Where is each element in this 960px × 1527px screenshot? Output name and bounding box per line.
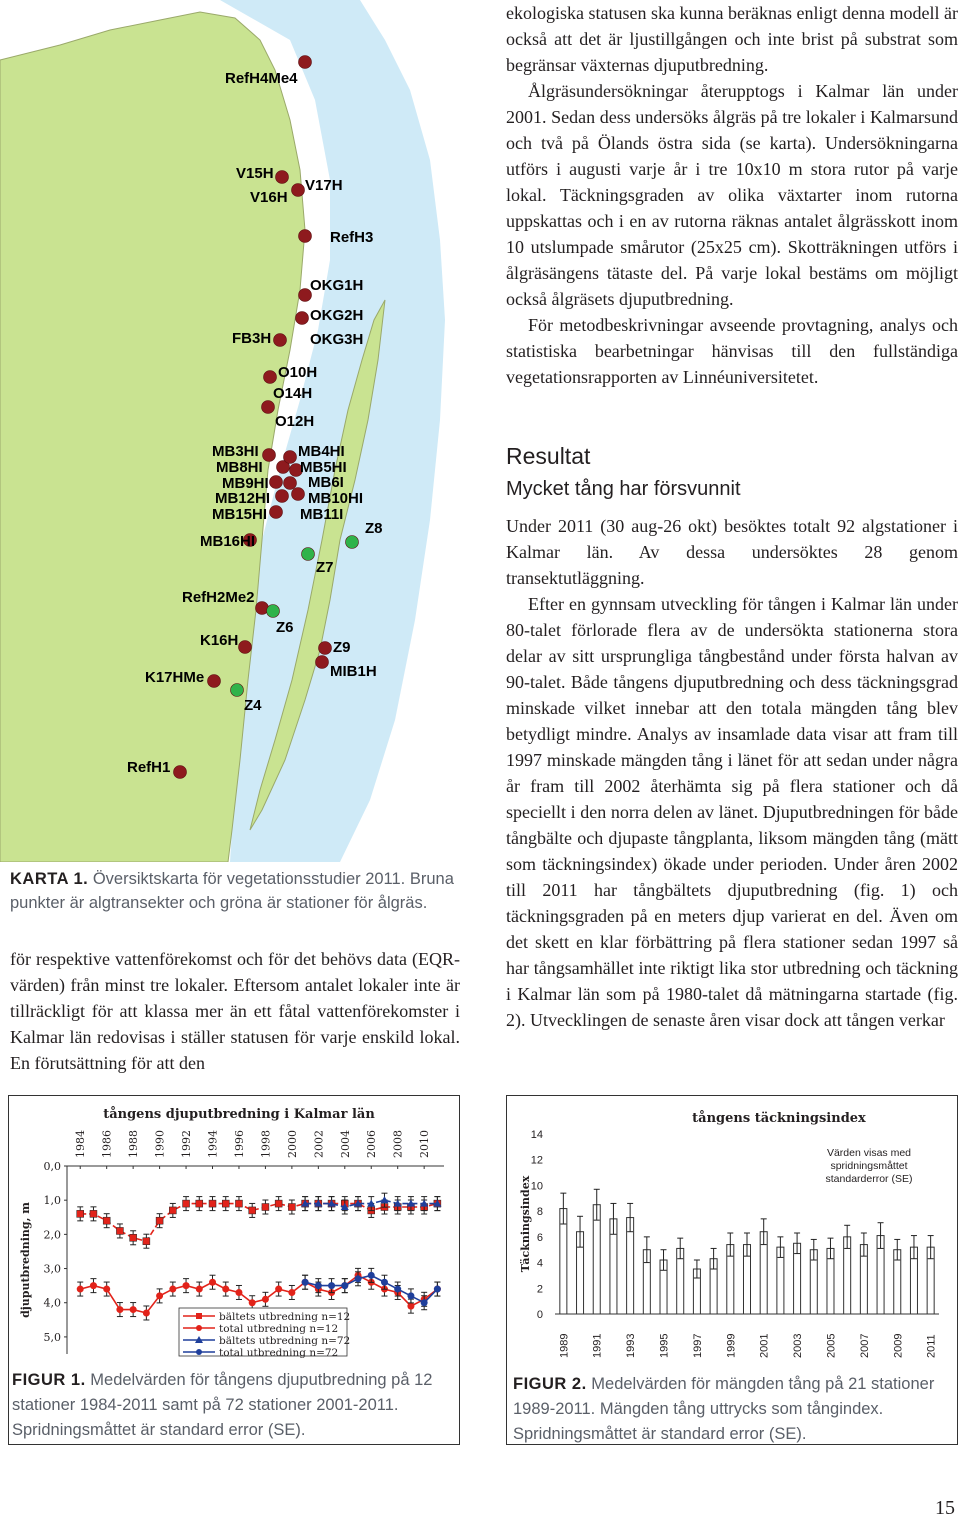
- fig1-point: [235, 1200, 242, 1207]
- map-label-z7: Z7: [316, 559, 334, 576]
- fig1-point: [143, 1238, 150, 1245]
- map-point-refh4me4: [299, 56, 312, 69]
- fig2-xtick: 1991: [591, 1333, 604, 1358]
- fig1-point: [156, 1217, 163, 1224]
- map-label-mb15hi: MB15HI: [212, 506, 268, 523]
- fig2-ytick: 8: [536, 1206, 543, 1219]
- map-label-o12h: O12H: [275, 413, 315, 430]
- map-label-z6: Z6: [276, 619, 294, 636]
- section-subheading: Mycket tång har försvunnit: [506, 478, 741, 500]
- fig2-xtick: 1999: [725, 1333, 738, 1358]
- fig2-xtick: 2009: [892, 1333, 905, 1358]
- fig1-point: [302, 1279, 309, 1286]
- map-label-okg1h: OKG1H: [310, 277, 364, 294]
- fig2-xtick: 2005: [825, 1333, 838, 1358]
- map-label-v15h: V15H: [236, 165, 274, 182]
- map-label-mb12hi: MB12HI: [215, 490, 271, 507]
- map-label-v16h: V16H: [250, 189, 288, 206]
- fig1-point: [235, 1289, 242, 1296]
- fig1-ytick: 0,0: [43, 1160, 61, 1173]
- fig1-point: [249, 1207, 256, 1214]
- fig2-title: tångens täckningsindex: [692, 1111, 866, 1126]
- results-paragraph-2: Efter en gynnsam utveckling för tången i Kalmar län under 80-talet förlorade flera av de undersökta stationerna stora delar av sitt ursprungliga tångbestånd under första halvan av 90-talet. Både tångens djuputbredning och dess täckningsgrad minskade vilket innebar att den totala mängden tång blev betydligt mindre. Analys av insamlade data visar att fram till 1997 minskade mängden tång i länet för att sedan under några år fram till 2002 återhämta sig på flera stationer och då speciellt i den norra delen av länet. Djuputbredningen för både tångbälte och djupaste tångplanta, liksom mängden tång (mätt som täckningsindex) ökade under perioden. Under åren 2002 till 2011 har tångbältets djuputbredning (fig. 1) och täckningsgraden på en meters djup varierat en del. Även om det skett en klar förbättring på flera stationer sedan 1997 så har tångsamhället inte riktigt lika stor utbredning och täckning i Kalmar län som på 1980-talet då mätningarna startade (fig. 2). Utvecklingen de senaste åren visar dock att tången verkar: [506, 594, 958, 1030]
- fig1-xtick: 1990: [153, 1130, 167, 1158]
- fig1-xtick: 2006: [365, 1130, 379, 1158]
- map-point-mb10hi: [292, 488, 305, 501]
- fig1-point: [116, 1227, 123, 1234]
- figure-1-caption-text: Medelvärden för tångens djuputbredning på 12 stationer 1984-2011 samt på 72 stationer 2001-2011. Spridningsmåttet är standard error (SE).: [12, 1371, 433, 1439]
- fig1-point: [169, 1207, 176, 1214]
- fig1-point: [183, 1200, 190, 1207]
- map-label-mb11i: MB11I: [300, 506, 344, 523]
- fig2-xtick: 1989: [558, 1333, 571, 1358]
- fig1-ytick: 2,0: [43, 1228, 61, 1242]
- map-point-o10h: [264, 371, 277, 384]
- fig1-point: [275, 1200, 282, 1207]
- right-paragraph-2: Ålgräsundersökningar återupptogs i Kalmar län under 2001. Sedan dess undersöks ålgräs på tre lokaler i Kalmarsund och två på Ölands östra sida (se karta). Undersökningarna utförs i augusti varje år i tre 10x10 m stora rutor på varje lokal. Täckningsgraden av olika växtarter inom rutorna uppskattas och i en av rutorna räknas antalet ålgrässkott inom 10 utslumpade smårutor (25x25 cm). Skotträkningen utförs i ålgräsängens tätaste del. På varje lokal bestäms om möjligt också ålgräsets djuputbredning.: [506, 81, 958, 309]
- map-label-refh3: RefH3: [330, 229, 374, 246]
- overview-map: [0, 0, 480, 862]
- left-column-text: [10, 946, 460, 1076]
- map-label-okg2h: OKG2H: [310, 307, 364, 324]
- fig1-title: tångens djuputbredning i Kalmar län: [103, 1107, 375, 1122]
- fig1-point: [130, 1306, 137, 1313]
- map-point-mb12hi: [276, 490, 289, 503]
- map-point-mb3hi: [263, 449, 276, 462]
- map-point-v15h: [276, 171, 289, 184]
- fig2-ytick: 10: [530, 1180, 543, 1193]
- fig1-xtick: 1994: [206, 1130, 220, 1158]
- fig1-point: [262, 1204, 269, 1211]
- map-label-v17h: V17H: [305, 177, 343, 194]
- map-label-mb9hi: MB9HI: [222, 475, 269, 492]
- map-label-mb3hi: MB3HI: [212, 443, 259, 460]
- map-label-z9: Z9: [333, 639, 351, 656]
- map-caption: [10, 867, 470, 915]
- fig2-bar: [593, 1205, 600, 1314]
- fig1-legend: [179, 1308, 350, 1359]
- map-label-k16h: K16H: [200, 632, 239, 649]
- figure-1-caption: [12, 1368, 452, 1443]
- map-label-fb3h: FB3H: [232, 330, 272, 347]
- fig1-point: [341, 1282, 348, 1289]
- map-label-mb16hi: MB16HI: [200, 533, 256, 550]
- map-label-refh2me2: RefH2Me2: [182, 589, 255, 606]
- fig1-point: [169, 1286, 176, 1293]
- fig1-point: [262, 1296, 269, 1303]
- map-label-refh1: RefH1: [127, 759, 171, 776]
- figure-1-chart: [9, 1096, 459, 1364]
- map-point-k16h: [239, 641, 252, 654]
- fig1-point: [394, 1286, 401, 1293]
- map-point-mb4hi: [284, 451, 297, 464]
- fig1-point: [421, 1299, 428, 1306]
- map-point-o12h: [262, 401, 275, 414]
- map-label-okg3h: OKG3H: [310, 331, 364, 348]
- fig1-ylabel: djuputbredning, m: [19, 1202, 32, 1318]
- figure-2-caption-lead: FIGUR 2.: [513, 1375, 587, 1393]
- fig2-xtick: 2011: [925, 1334, 938, 1358]
- fig1-point: [130, 1234, 137, 1241]
- fig1-point: [288, 1289, 295, 1296]
- fig1-xtick: 2010: [418, 1130, 432, 1158]
- map-point-okg2h: [296, 312, 309, 325]
- fig1-point: [90, 1282, 97, 1289]
- fig1-xtick: 2008: [391, 1130, 405, 1158]
- fig1-point: [156, 1292, 163, 1299]
- fig1-point: [103, 1217, 110, 1224]
- fig2-ytick: 4: [536, 1257, 543, 1270]
- figure-2-caption-text: Medelvärden för mängden tång på 21 stationer 1989-2011. Mängden tång uttrycks som tångindex. Spridningsmåttet är standard error (SE).: [513, 1375, 935, 1443]
- fig2-xtick: 1995: [658, 1333, 671, 1358]
- fig2-annotation: Värden visas med spridningsmåttet standarderror (SE): [825, 1147, 913, 1185]
- fig2-ytick: 2: [536, 1283, 543, 1296]
- figure-1-caption-lead: FIGUR 1.: [12, 1371, 86, 1389]
- map-point-fb3h: [274, 334, 287, 347]
- fig1-xtick: 2004: [338, 1130, 352, 1158]
- map-point-mb6i: [284, 477, 297, 490]
- fig1-point: [209, 1279, 216, 1286]
- fig1-point: [143, 1309, 150, 1316]
- fig1-point: [315, 1282, 322, 1289]
- fig1-point: [381, 1279, 388, 1286]
- map-label-mb6i: MB6I: [308, 474, 344, 491]
- figure-2-caption: [513, 1372, 943, 1447]
- fig1-ytick: 4,0: [43, 1296, 61, 1310]
- map-point-mb15hi: [270, 506, 283, 519]
- map-point-mib1h: [316, 656, 329, 669]
- right-column-text: [506, 0, 958, 390]
- fig1-point: [368, 1272, 375, 1279]
- fig2-ytick: 6: [536, 1231, 543, 1244]
- fig1-point: [116, 1306, 123, 1313]
- map-point-k17hme: [208, 675, 221, 688]
- fig1-point: [288, 1204, 295, 1211]
- fig1-xtick: 1998: [259, 1130, 273, 1158]
- fig2-xtick: 2001: [758, 1333, 771, 1358]
- map-label-z4: Z4: [244, 697, 262, 714]
- fig1-point: [196, 1200, 203, 1207]
- fig1-xtick: 1992: [180, 1130, 194, 1158]
- fig1-point: [407, 1292, 414, 1299]
- map-label-k17hme: K17HMe: [145, 669, 205, 686]
- fig1-point: [222, 1286, 229, 1293]
- fig1-ytick: 1,0: [43, 1194, 61, 1208]
- fig1-point: [90, 1210, 97, 1217]
- fig1-point: [249, 1299, 256, 1306]
- figure-2-chart: [507, 1096, 957, 1366]
- fig2-xtick: 2007: [858, 1333, 871, 1358]
- fig1-legend-label: total utbredning n=12: [219, 1323, 339, 1335]
- map-label-mb10hi: MB10HI: [308, 490, 364, 507]
- fig1-point: [196, 1286, 203, 1293]
- map-caption-text: Översiktskarta för vegetationsstudier 2011. Bruna punkter är algtransekter och gröna är stationer för ålgräs.: [10, 870, 454, 912]
- fig1-point: [103, 1286, 110, 1293]
- figure-2-frame: [506, 1095, 958, 1445]
- fig2-xtick: 1993: [625, 1333, 638, 1358]
- fig1-ytick: 5,0: [43, 1330, 61, 1344]
- fig1-legend-label: total utbredning n=72: [219, 1347, 339, 1359]
- map-point-refh3: [299, 230, 312, 243]
- fig1-point: [328, 1282, 335, 1289]
- map-caption-lead: KARTA 1.: [10, 870, 89, 888]
- map-label-refh4me4: RefH4Me4: [225, 70, 298, 87]
- fig1-xtick: 1984: [74, 1130, 88, 1158]
- fig1-legend-label: bältets utbredning n=72: [219, 1335, 351, 1347]
- fig1-point: [77, 1286, 84, 1293]
- fig2-xtick: 1997: [691, 1333, 704, 1358]
- map-point-z6: [267, 605, 280, 618]
- map-label-mb8hi: MB8HI: [216, 459, 263, 476]
- map-label-mb4hi: MB4HI: [298, 443, 345, 460]
- right-paragraph-1: ekologiska statusen ska kunna beräknas enligt denna modell är också att det är ljustillgången och inte brist på substrat som begränsar växternas djuputbredning.: [506, 3, 958, 75]
- fig1-point: [77, 1210, 84, 1217]
- map-label-mb5hi: MB5HI: [300, 459, 347, 476]
- map-point-mb9hi: [270, 476, 283, 489]
- fig1-point: [407, 1303, 414, 1310]
- page-number: 15: [935, 1497, 955, 1519]
- results-paragraph-1: Under 2011 (30 aug-26 okt) besöktes totalt 92 algstationer i Kalmar län. Av dessa undersöktes 28 genom transektutläggning.: [506, 516, 958, 588]
- map-point-z8: [346, 536, 359, 549]
- map-point-z4: [231, 684, 244, 697]
- fig1-point: [209, 1200, 216, 1207]
- fig2-ytick: 0: [536, 1309, 543, 1321]
- fig2-ytick: 14: [530, 1129, 543, 1141]
- fig1-xtick: 1988: [127, 1130, 141, 1158]
- fig1-point: [222, 1200, 229, 1207]
- fig2-xtick: 2003: [792, 1333, 805, 1358]
- map-label-o10h: O10H: [278, 364, 318, 381]
- map-point-v16h: [292, 184, 305, 197]
- section-heading: Resultat: [506, 443, 591, 469]
- fig1-point: [275, 1286, 282, 1293]
- map-label-o14h: O14H: [273, 385, 313, 402]
- figure-1-frame: [8, 1095, 460, 1445]
- fig2-ylabel: Täckningsindex: [519, 1175, 532, 1273]
- results-text: [506, 513, 958, 1033]
- map-svg: [0, 0, 480, 862]
- fig1-xtick: 2002: [312, 1130, 326, 1158]
- fig2-ytick: 12: [530, 1154, 543, 1167]
- fig1-point: [355, 1275, 362, 1282]
- fig1-point: [434, 1286, 441, 1293]
- map-point-refh1: [174, 766, 187, 779]
- fig1-ytick: 3,0: [43, 1262, 61, 1276]
- map-point-z9: [319, 642, 332, 655]
- left-paragraph-1: för respektive vattenförekomst och för det behövs data (EQR-värden) från minst tre lokaler. Eftersom antalet lokaler inte är tillräckligt för att klassa mer än ett fåtal vattenförekomster i Kalmar län redovisas i ställer statusen för varje enskild lokal. En förutsättning för att den: [10, 949, 460, 1073]
- fig1-legend-label: bältets utbredning n=12: [219, 1311, 351, 1323]
- fig1-xtick: 1986: [100, 1130, 114, 1158]
- fig1-xtick: 1996: [232, 1130, 246, 1158]
- fig1-point: [183, 1282, 190, 1289]
- map-point-z7: [302, 548, 315, 561]
- map-label-z8: Z8: [365, 520, 383, 537]
- map-label-mib1h: MIB1H: [330, 663, 377, 680]
- right-paragraph-3: För metodbeskrivningar avseende provtagning, analys och statistiska bearbetningar hänvisas till den fullständiga vegetationsrapporten av Linnéuniversitetet.: [506, 315, 958, 387]
- fig1-xtick: 2000: [285, 1130, 299, 1158]
